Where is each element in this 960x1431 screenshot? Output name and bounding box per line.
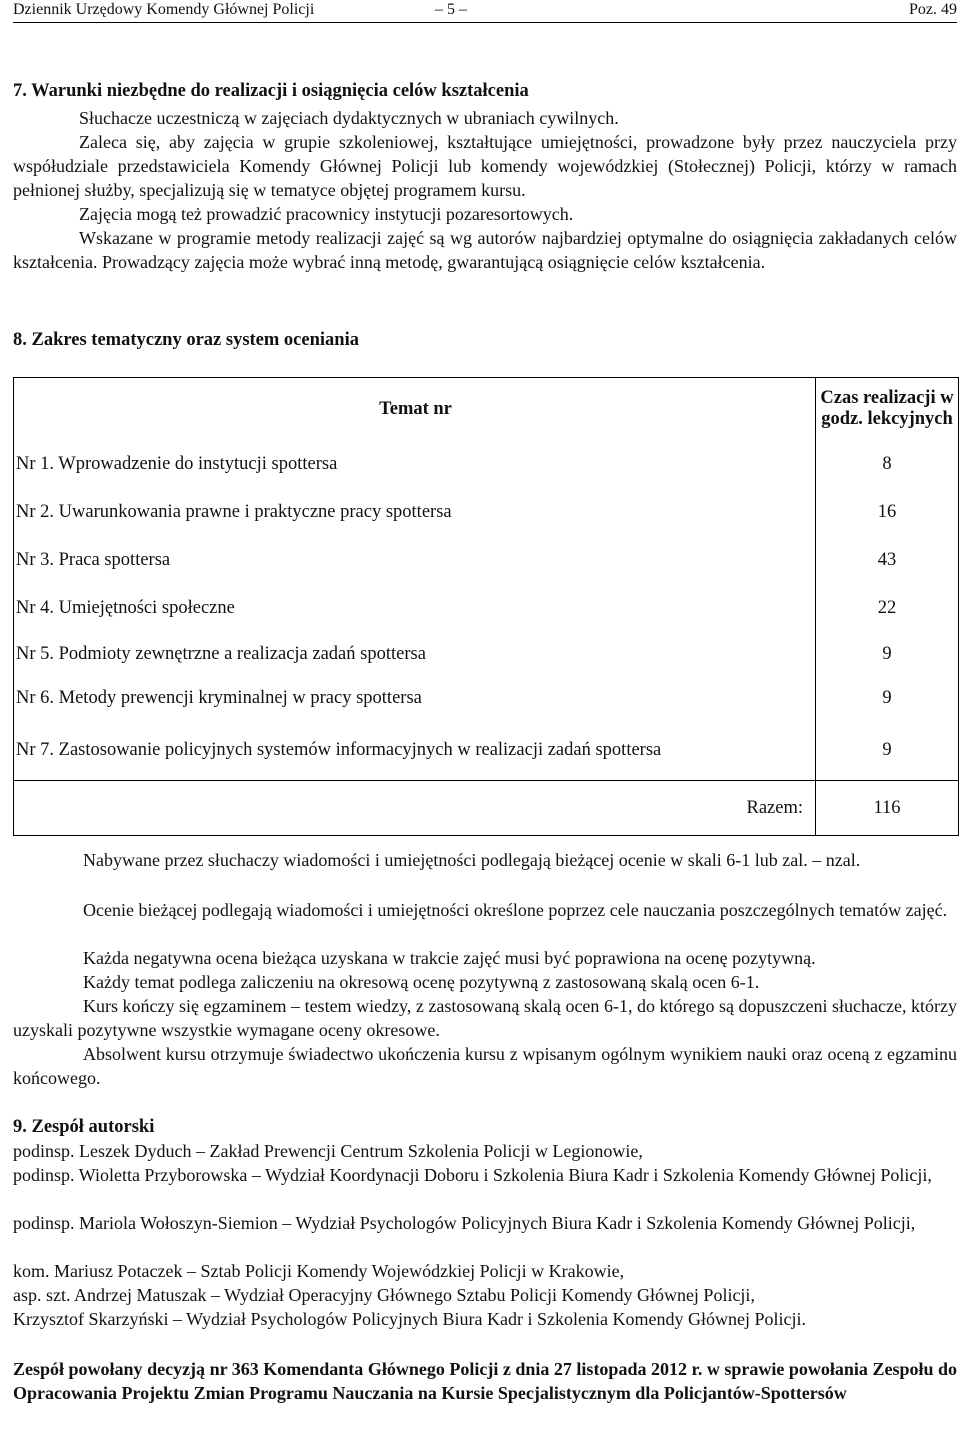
author-entry: Krzysztof Skarzyński – Wydział Psychologów Policyjnych Biura Kadr i Szkolenia Komendy Głównej Policji. [13, 1309, 806, 1329]
section-8-paragraph-4 [13, 970, 957, 994]
hours-cell: 9 [816, 632, 959, 676]
table-row [14, 676, 959, 720]
hours-cell: 9 [816, 676, 959, 720]
total-value: 116 [816, 781, 959, 836]
total-label: Razem: [14, 781, 816, 836]
table-header-row [14, 378, 959, 441]
hours-cell: 9 [816, 720, 959, 781]
topic-cell: Nr 2. Uwarunkowania prawne i praktyczne pracy spottersa [14, 488, 816, 536]
section-8-paragraph-6 [13, 1042, 957, 1090]
section-7-paragraph-4 [13, 226, 957, 274]
author-entry: podinsp. Mariola Wołoszyn-Siemion – Wydział Psychologów Policyjnych Biura Kadr i Szkolenia Komendy Głównej Policji, [13, 1213, 916, 1233]
column-header-hours: Czas realizacji w godz. lekcyjnych [816, 378, 959, 441]
section-8-paragraph-2 [13, 898, 957, 922]
section-7-p4-text: Wskazane w programie metody realizacji zajęć są wg autorów najbardziej optymalne do osiągnięcia zakładanych celów kształcenia. Prowadzący zajęcia może wybrać inną metodę, gwarantującą osiągnięcie celów kształcenia. [13, 228, 957, 272]
section-8-p4-text: Każdy temat podlega zaliczeniu na okresową ocenę pozytywną z zastosowaną skalą ocen 6-1. [83, 972, 760, 992]
table-row [14, 536, 959, 584]
column-header-topic: Temat nr [14, 378, 816, 441]
section-8-p5-text: Kurs kończy się egzaminem – testem wiedzy, z zastosowaną skalą ocen 6-1, do którego są dopuszczeni słuchacze, którzy uzyskali pozytywne wszystkie wymagane oceny okresowe. [13, 996, 957, 1040]
table-row [14, 632, 959, 676]
topic-cell: Nr 6. Metody prewencji kryminalnej w pracy spottersa [14, 676, 816, 720]
author-entry: kom. Mariusz Potaczek – Sztab Policji Komendy Wojewódzkiej Policji w Krakowie, [13, 1261, 625, 1281]
topics-table [13, 377, 959, 836]
section-7-p3-text: Zajęcia mogą też prowadzić pracownicy instytucji pozaresortowych. [79, 204, 574, 224]
section-8-paragraph-1 [13, 848, 957, 872]
section-7-title: 7. Warunki niezbędne do realizacji i osiągnięcia celów kształcenia [13, 81, 529, 101]
hours-cell: 16 [816, 488, 959, 536]
position-number: Poz. 49 [909, 1, 957, 18]
topic-cell: Nr 4. Umiejętności społeczne [14, 584, 816, 632]
section-8-p6-text: Absolwent kursu otrzymuje świadectwo ukończenia kursu z wpisanym ogólnym wynikiem nauki oraz oceną z egzaminu końcowego. [13, 1044, 957, 1088]
running-header [13, 0, 957, 23]
author-entry: podinsp. Leszek Dyduch – Zakład Prewencji Centrum Szkolenia Policji w Legionowie, [13, 1141, 643, 1161]
section-7-p1-text: Słuchacze uczestniczą w zajęciach dydaktycznych w ubraniach cywilnych. [79, 108, 619, 128]
topic-cell: Nr 7. Zastosowanie policyjnych systemów informacyjnych w realizacji zadań spottersa [14, 720, 816, 781]
hours-cell: 43 [816, 536, 959, 584]
section-8-p3-text: Każda negatywna ocena bieżąca uzyskana w trakcie zajęć musi być poprawiona na ocenę pozytywną. [83, 948, 816, 968]
section-7-paragraph-3 [13, 202, 957, 226]
topic-cell: Nr 3. Praca spottersa [14, 536, 816, 584]
table-total-row [14, 781, 959, 836]
author-entry: asp. szt. Andrzej Matuszak – Wydział Operacyjny Głównego Sztabu Policji Komendy Głównej Policji, [13, 1285, 755, 1305]
table-row [14, 488, 959, 536]
section-8-paragraph-5 [13, 994, 957, 1042]
hours-cell: 22 [816, 584, 959, 632]
table-row [14, 440, 959, 488]
section-9-title: 9. Zespół autorski [13, 1117, 155, 1137]
section-8-p2-text: Ocenie bieżącej podlegają wiadomości i umiejętności określone poprzez cele nauczania poszczególnych tematów zajęć. [83, 900, 948, 920]
topic-cell: Nr 1. Wprowadzenie do instytucji spottersa [14, 440, 816, 488]
journal-name: Dziennik Urzędowy Komendy Głównej Policji [13, 1, 315, 18]
section-8-p1-text: Nabywane przez słuchaczy wiadomości i umiejętności podlegają bieżącej ocenie w skali 6-1 lub zal. – nzal. [83, 850, 861, 870]
section-8-title: 8. Zakres tematyczny oraz system oceniania [13, 330, 359, 350]
section-7-paragraph-2 [13, 130, 957, 202]
section-7-paragraph-1 [13, 106, 957, 130]
table-row [14, 720, 959, 781]
hours-cell: 8 [816, 440, 959, 488]
team-appointment-note: Zespół powołany decyzją nr 363 Komendanta Głównego Policji z dnia 27 listopada 2012 r. w sprawie powołania Zespołu do Opracowania Projektu Zmian Programu Nauczania na Kursie Specjalistycznym dla Policjantów-Spottersów [13, 1359, 957, 1403]
section-8-paragraph-3 [13, 946, 957, 970]
table-row [14, 584, 959, 632]
page-number: – 5 – [435, 1, 467, 18]
topic-cell: Nr 5. Podmioty zewnętrzne a realizacja zadań spottersa [14, 632, 816, 676]
section-7-p2-text: Zaleca się, aby zajęcia w grupie szkoleniowej, kształtujące umiejętności, prowadzone były przez nauczyciela przy współudziale przedstawiciela Komendy Głównej Policji lub komendy wojewódzkiej (Stołecznej) Policji, którzy w ramach pełnionej służby, specjalizują się w tematyce objętej programem kursu. [13, 132, 957, 200]
author-entry: podinsp. Wioletta Przyborowska – Wydział Koordynacji Doboru i Szkolenia Biura Kadr i Szkolenia Komendy Głównej Policji, [13, 1165, 932, 1185]
